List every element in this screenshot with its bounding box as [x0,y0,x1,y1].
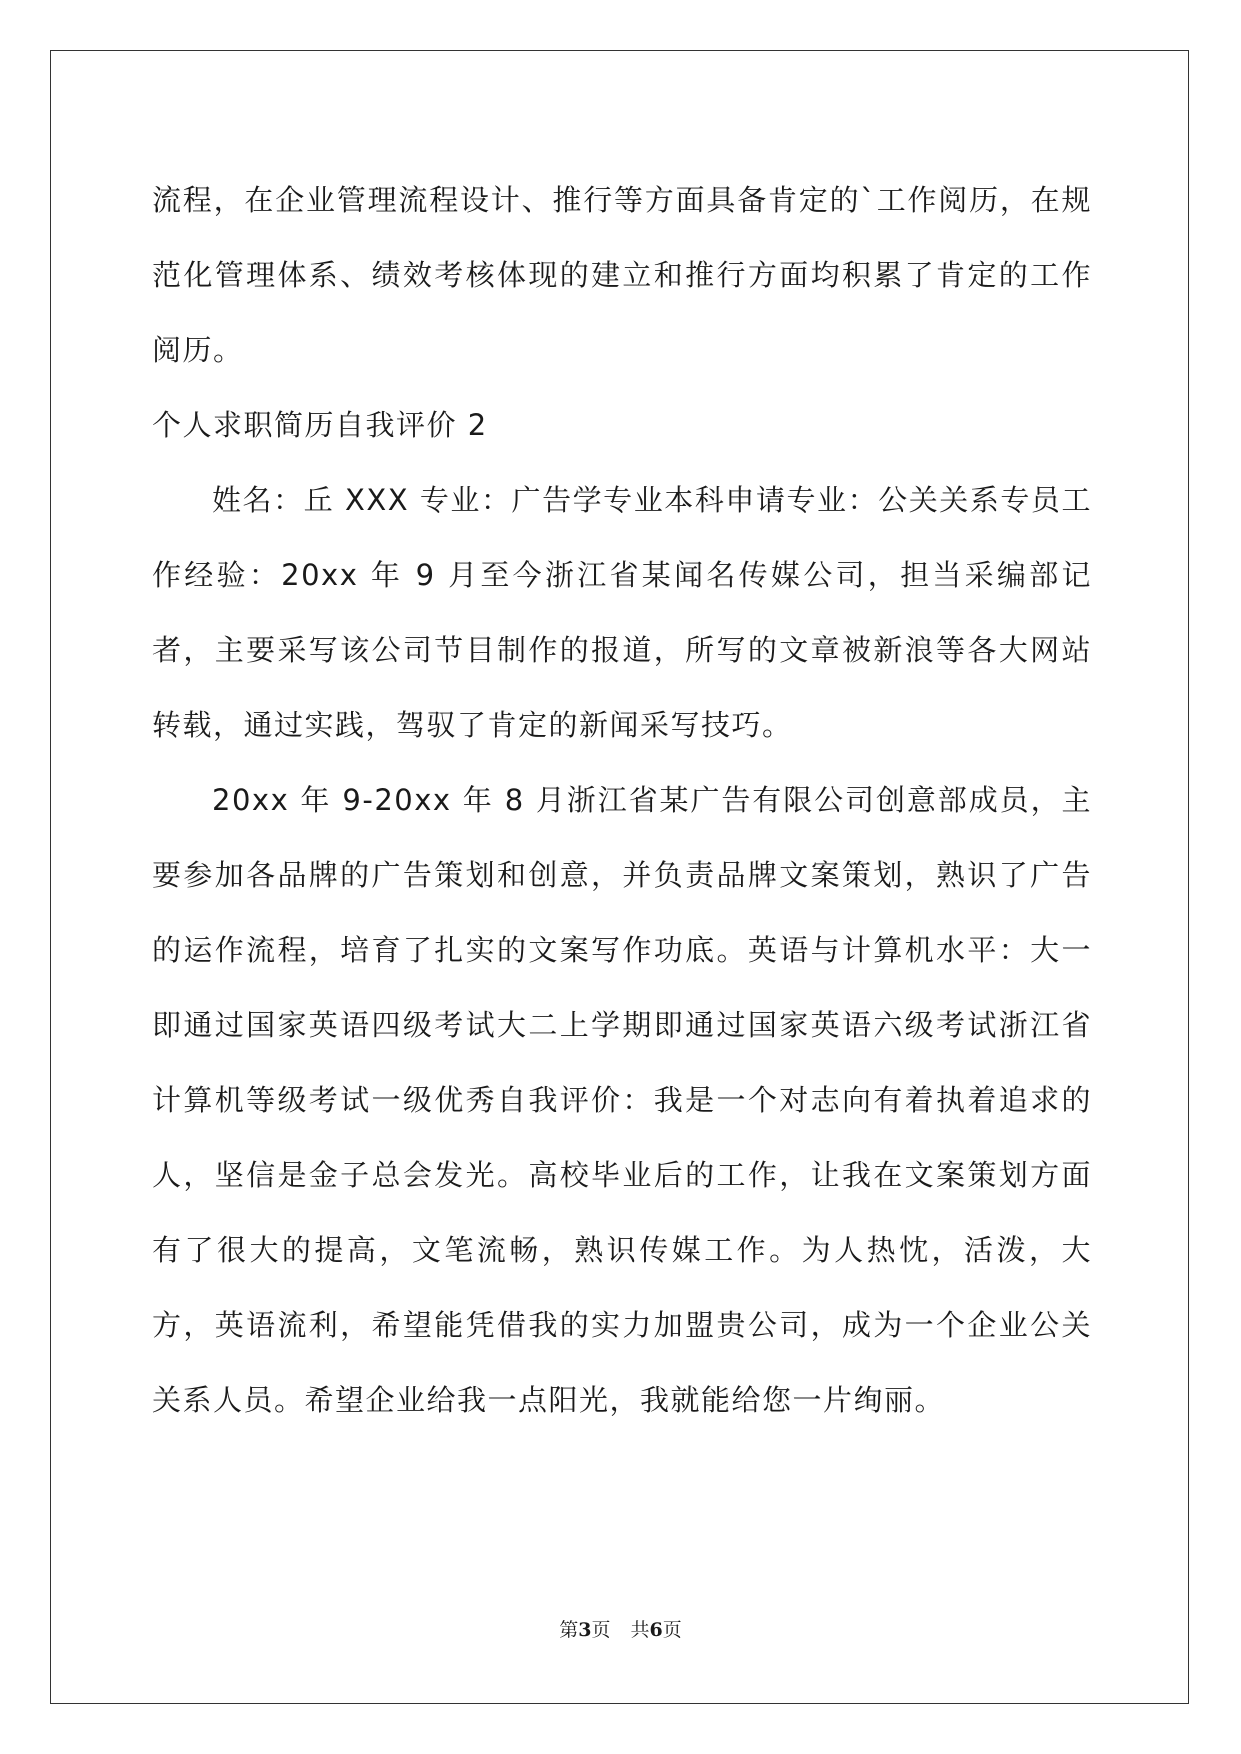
page-footer [0,1615,1241,1642]
page-suffix: 页 [591,1619,611,1641]
page-prefix: 第 [559,1619,579,1641]
document-body [152,163,1092,1438]
section-heading: 个人求职简历自我评价 2 [152,408,488,442]
total-page-number: 6 [649,1619,663,1641]
paragraph-personal-info: 姓名：丘 XXX 专业：广告学专业本科申请专业：公关关系专员工作经验：20xx 年 9 月至今浙江省某闻名传媒公司，担当采编部记者，主要采写该公司节目制作的报道，所写的文章被新浪等各大网站转载，通过实践，驾驭了肯定的新闻采写技巧。 [152,483,1092,742]
total-prefix: 共 [630,1619,650,1641]
current-page-number: 3 [578,1619,592,1641]
paragraph-experience-evaluation: 20xx 年 9-20xx 年 8 月浙江省某广告有限公司创意部成员，主要参加各品牌的广告策划和创意，并负责品牌文案策划，熟识了广告的运作流程，培育了扎实的文案写作功底。英语与计算机水平：大一即通过国家英语四级考试大二上学期即通过国家英语六级考试浙江省计算机等级考试一级优秀自我评价：我是一个对志向有着执着追求的人，坚信是金子总会发光。高校毕业后的工作，让我在文案策划方面有了很大的提高，文笔流畅，熟识传媒工作。为人热忱，活泼，大方，英语流利，希望能凭借我的实力加盟贵公司，成为一个企业公关关系人员。希望企业给我一点阳光，我就能给您一片绚丽。 [152,783,1092,1417]
total-suffix: 页 [662,1619,682,1641]
paragraph-continuation: 流程，在企业管理流程设计、推行等方面具备肯定的`工作阅历，在规范化管理体系、绩效考核体现的建立和推行方面均积累了肯定的工作阅历。 [152,183,1092,367]
